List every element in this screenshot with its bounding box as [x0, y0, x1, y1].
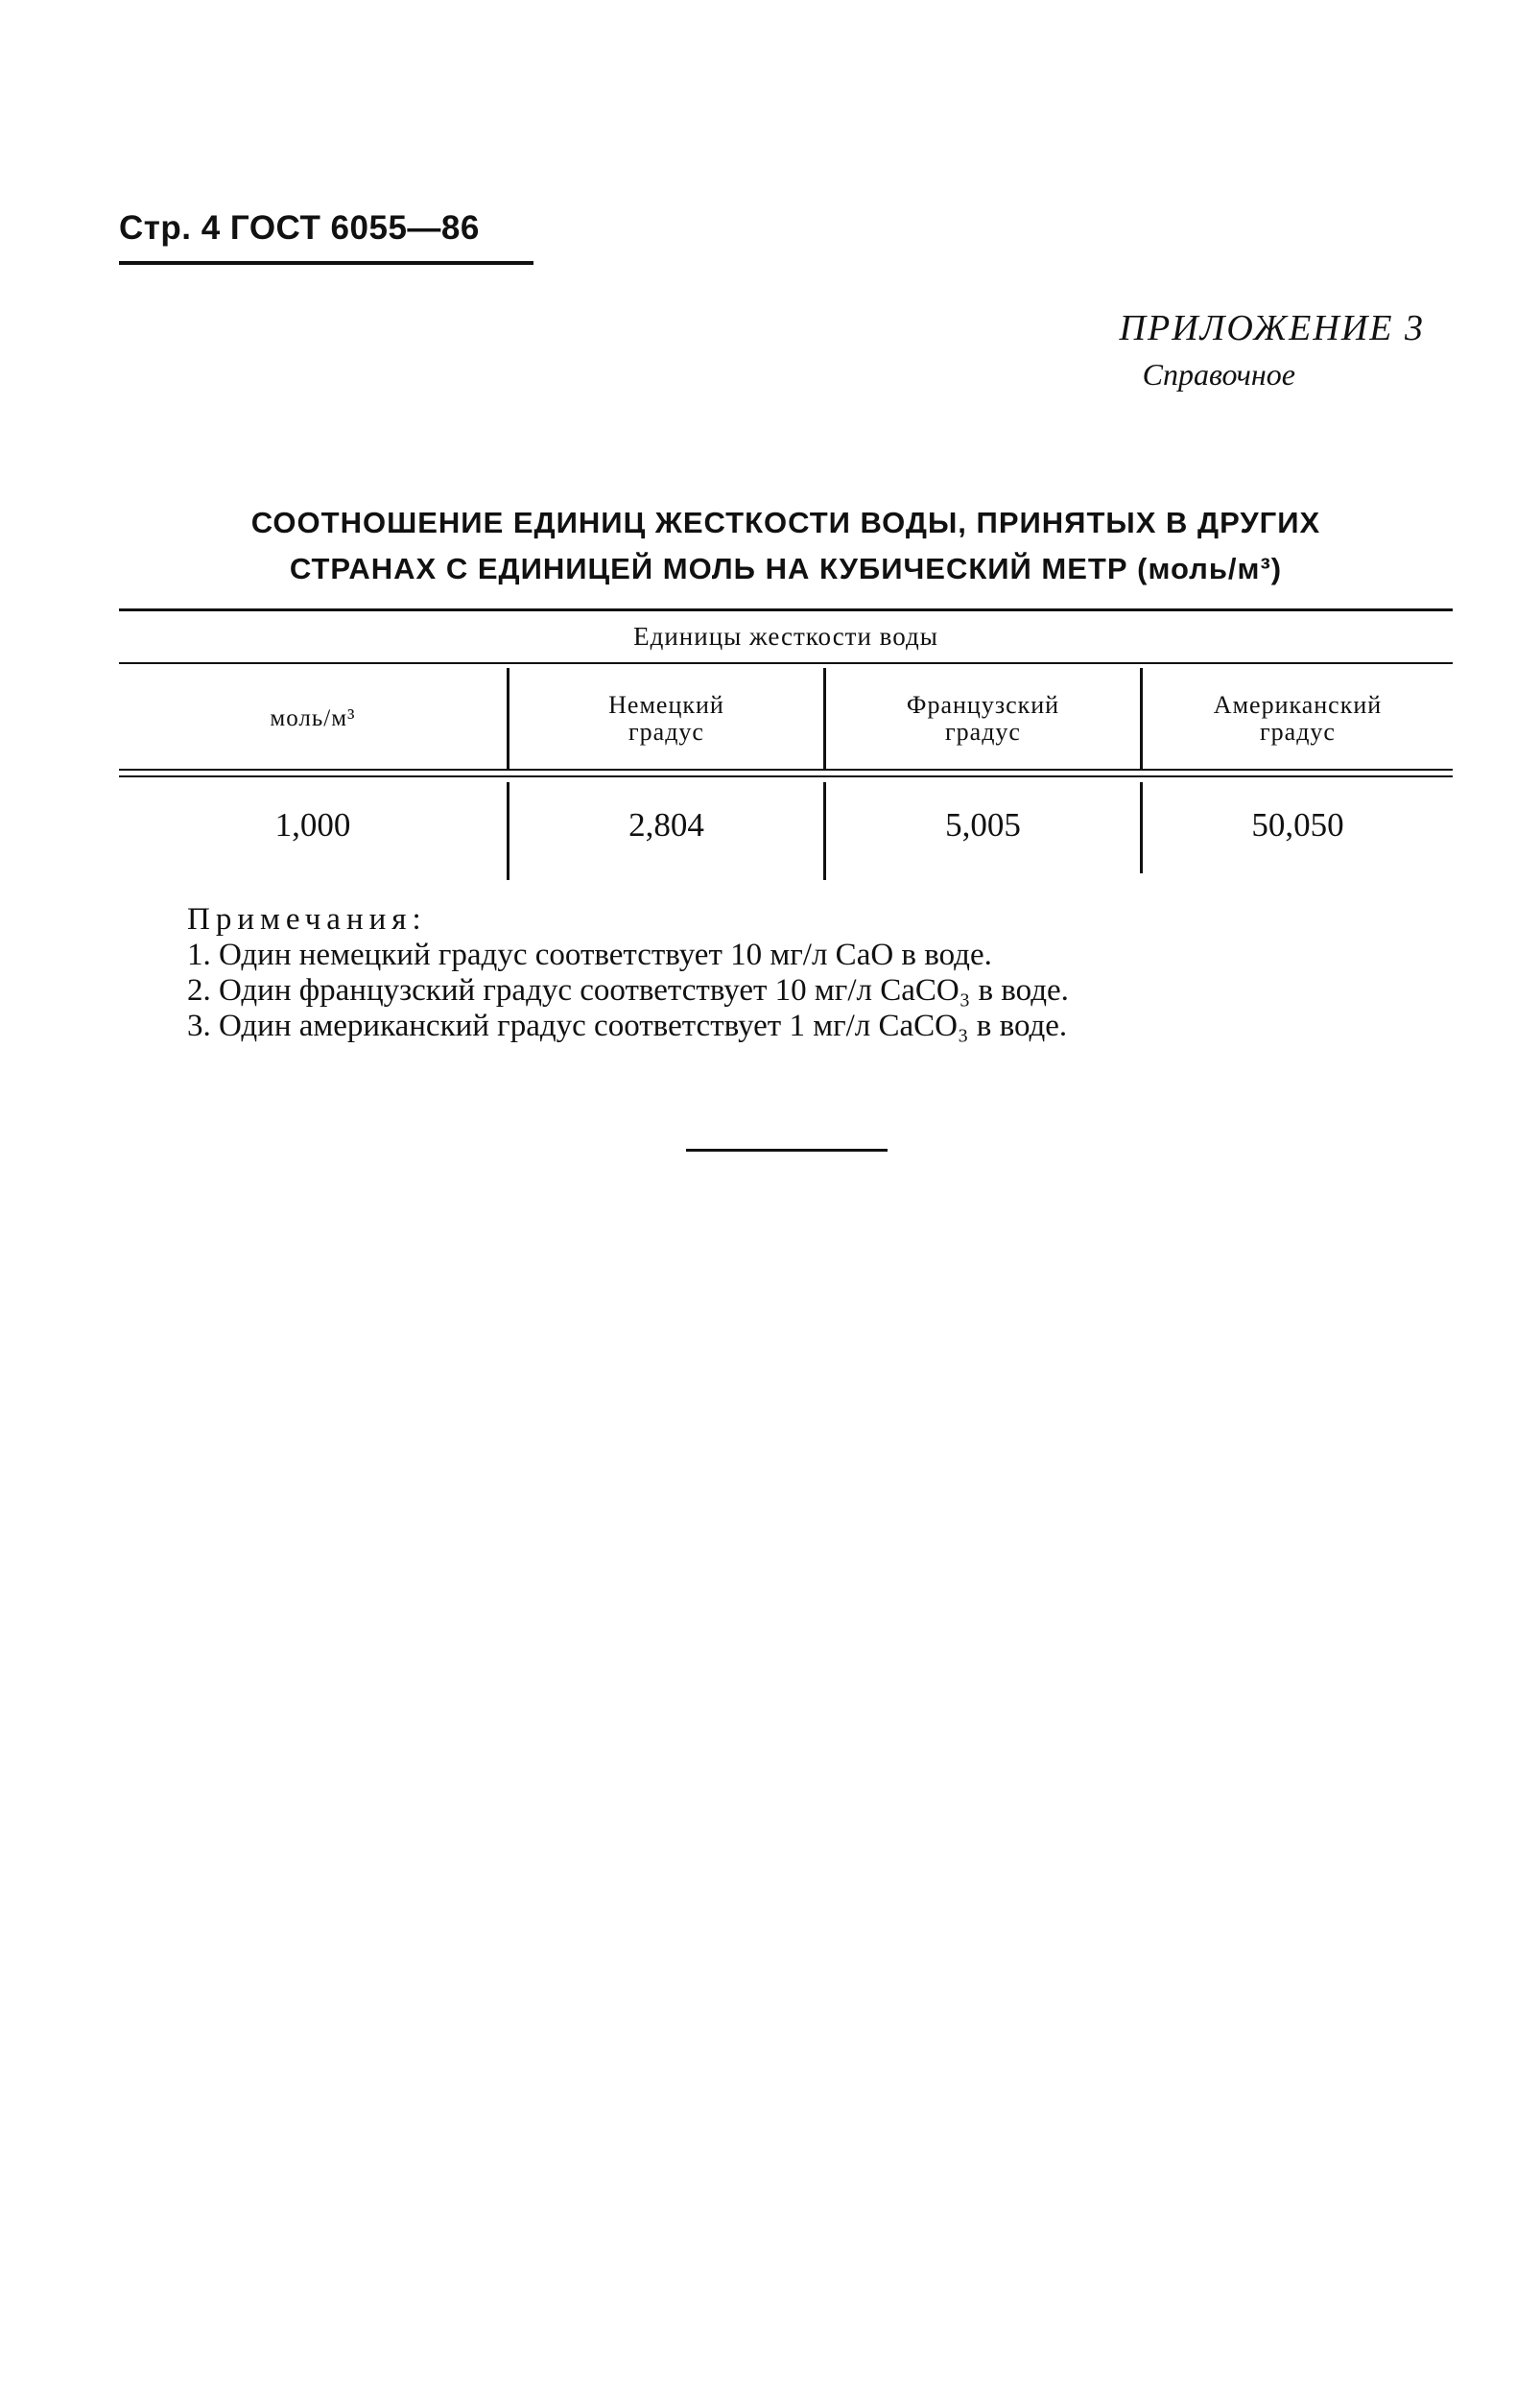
- table-header-rule: [119, 769, 1453, 771]
- end-rule: [686, 1149, 888, 1152]
- note-item: 1. Один немецкий градус соответствует 10 мг/л CaO в воде.: [187, 938, 992, 972]
- column-header-french: [826, 692, 1140, 746]
- column-header-label: Американский: [1213, 691, 1383, 719]
- table-cell: 1,000: [274, 806, 351, 844]
- appendix-label: ПРИЛОЖЕНИЕ 3: [1119, 308, 1425, 348]
- table-group-rule: [119, 662, 1453, 664]
- note-item: 2. Один французский градус соответствует 10 мг/л CaCO₃ в воде.: [187, 973, 1069, 1008]
- note-item: 3. Один американский градус соответствует 1 мг/л CaCO₃ в воде.: [187, 1009, 1068, 1043]
- appendix-status: Справочное: [1142, 357, 1295, 392]
- table-cell: 2,804: [628, 806, 704, 844]
- column-header-mol: [119, 705, 507, 732]
- table-top-rule: [119, 608, 1453, 611]
- column-header-label: Французский: [906, 691, 1060, 719]
- title-line-2: СТРАНАХ С ЕДИНИЦЕЙ МОЛЬ НА КУБИЧЕСКИЙ МЕТР (моль/м³): [289, 552, 1283, 585]
- column-header-sublabel: градус: [1260, 718, 1336, 746]
- column-header-sublabel: градус: [945, 718, 1021, 746]
- page-header: Стр. 4 ГОСТ 6055—86: [119, 209, 480, 247]
- column-header-sublabel: градус: [628, 718, 704, 746]
- table-group-header: Единицы жесткости воды: [633, 622, 938, 651]
- column-header-american: [1143, 692, 1453, 746]
- column-header-label: Немецкий: [608, 691, 724, 719]
- column-header-label: моль/м³: [270, 705, 356, 731]
- table-cell: 50,050: [1251, 806, 1344, 844]
- table-cell: 5,005: [945, 806, 1021, 844]
- notes-title: Примечания:: [187, 902, 427, 937]
- header-underline: [119, 261, 533, 265]
- column-header-german: [509, 692, 823, 746]
- table-header-rule: [119, 775, 1453, 777]
- title-line-1: СООТНОШЕНИЕ ЕДИНИЦ ЖЕСТКОСТИ ВОДЫ, ПРИНЯТЫХ В ДРУГИХ: [250, 506, 1321, 539]
